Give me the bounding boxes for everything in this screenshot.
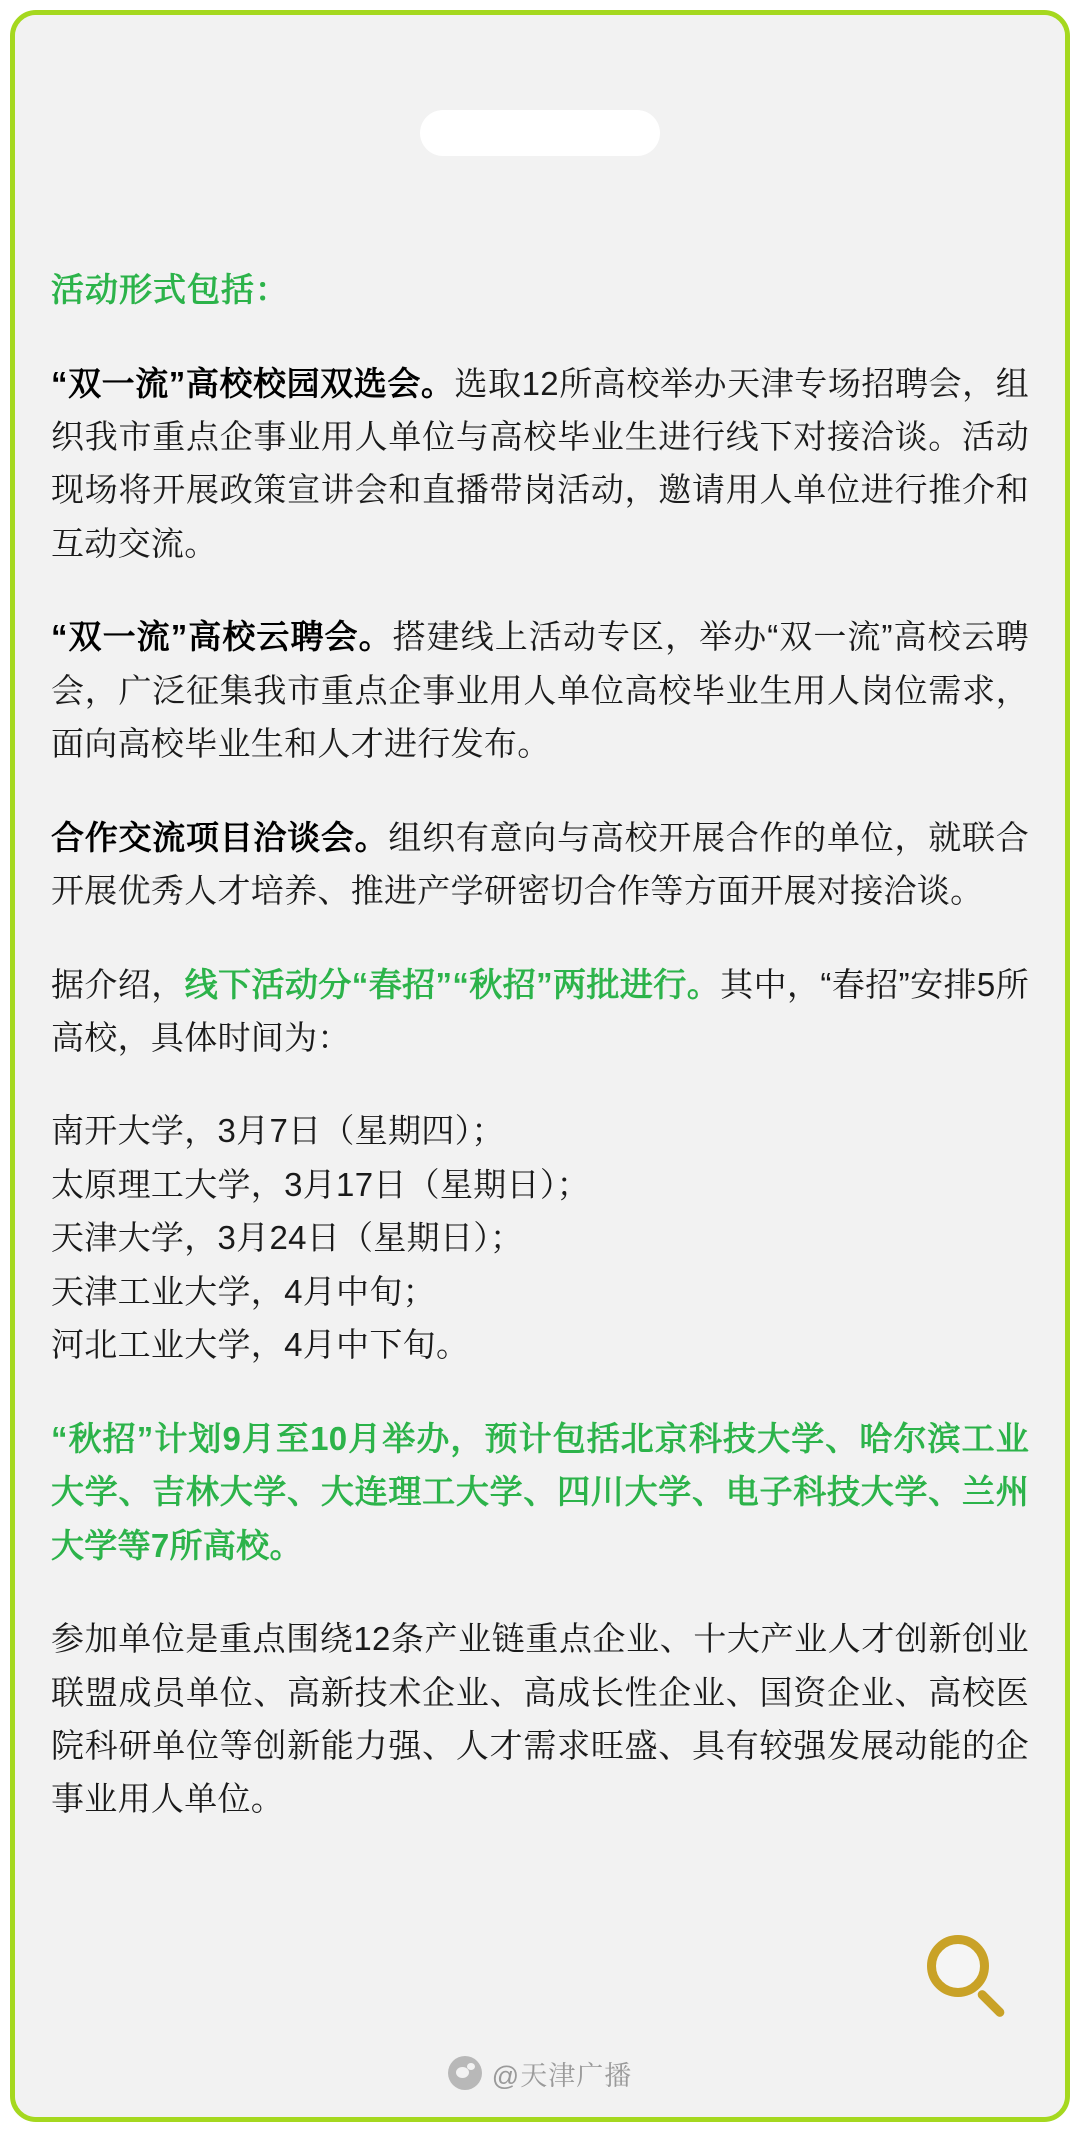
paragraph-body-cooperation: 组织有意向与高校开展合作的单位，就联合开展优秀人才培养、推进产学研密切合作等方面开展对接洽谈。 <box>51 818 1030 910</box>
schedule-intro-prefix: 据介绍， <box>51 965 185 1003</box>
phone-notch-bar <box>420 110 660 156</box>
magnifier-lens <box>927 1935 989 1997</box>
list-item: 河北工业大学，4月中下旬。 <box>51 1326 470 1364</box>
article-content <box>51 265 1029 2021</box>
paragraph-lead-cooperation: 合作交流项目洽谈会。 <box>51 818 389 856</box>
paragraph-cooperation <box>51 811 1029 918</box>
paragraph-body-campus-fair: 选取12所高校举办天津专场招聘会，组织我市重点企事业用人单位与高校毕业生进行线下对接洽谈。活动现场将开展政策宣讲会和直播带岗活动，邀请用人单位进行推介和互动交流。 <box>51 364 1029 562</box>
paragraph-lead-campus-fair: “双一流”高校校园双选会。 <box>51 364 455 402</box>
magnifier-icon <box>927 1935 1013 2021</box>
paragraph-body-cloud-fair: 搭建线上活动专区，举办“双一流”高校云聘会，广泛征集我市重点企事业用人单位高校毕业生用人岗位需求，面向高校毕业生和人才进行发布。 <box>51 618 1029 763</box>
schedule-list <box>51 1104 1029 1371</box>
list-item: 南开大学，3月7日（星期四）； <box>51 1112 505 1150</box>
magnifier-handle <box>976 1988 1006 2018</box>
watermark-footer <box>15 2043 1065 2103</box>
list-item: 天津工业大学，4月中旬； <box>51 1272 436 1310</box>
paragraph-campus-fair <box>51 357 1029 571</box>
weibo-icon <box>448 2056 482 2090</box>
autumn-note-text: “秋招”计划9月至10月举办，预计包括北京科技大学、哈尔滨工业大学、吉林大学、大连理工大学、四川大学、电子科技大学、兰州大学等7所高校。 <box>51 1419 1029 1564</box>
schedule-intro-suffix: 其中，“春招”安排5所高校，具体时间为： <box>51 965 1029 1057</box>
paragraph-lead-cloud-fair: “双一流”高校云聘会。 <box>51 618 393 656</box>
paragraph-autumn-note <box>51 1412 1029 1572</box>
article-frame <box>10 10 1070 2122</box>
schedule-intro-highlight: 线下活动分“春招”“秋招”两批进行。 <box>184 965 721 1003</box>
list-item: 天津大学，3月24日（星期日）； <box>51 1219 524 1257</box>
list-item: 太原理工大学，3月17日（星期日）； <box>51 1165 590 1203</box>
section-heading: 活动形式包括： <box>51 271 289 308</box>
watermark-text: @天津广播 <box>491 2060 633 2091</box>
paragraph-closing: 参加单位是重点围绕12条产业链重点企业、十大产业人才创新创业联盟成员单位、高新技术企业、高成长性企业、国资企业、高校医院科研单位等创新能力强、人才需求旺盛、具有较强发展动能的企事业用人单位。 <box>51 1620 1029 1818</box>
article-card <box>15 15 1065 2117</box>
paragraph-cloud-fair <box>51 610 1029 770</box>
paragraph-schedule-intro <box>51 958 1029 1065</box>
